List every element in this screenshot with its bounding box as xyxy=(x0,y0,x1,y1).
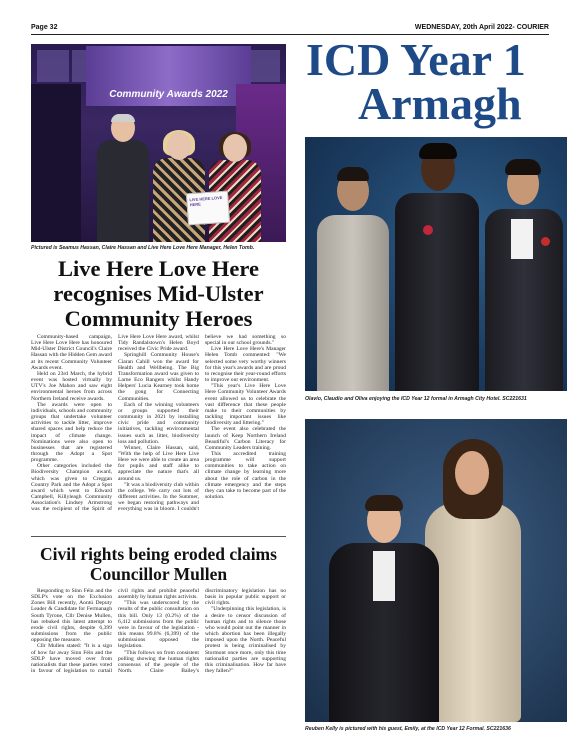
formal-photo-couple-caption: Reuben Kelly is pictured with his guest, Emily, at the ICD Year 12 Formal. SC221636 xyxy=(305,726,511,732)
formal-photo-trio-caption: Olavio, Claudio and Oliva enjoying the ICD Year 12 formal in Armagh City Hotel. SC221631 xyxy=(305,396,527,402)
awards-banner-text: Community Awards 2022 xyxy=(109,89,228,100)
article-paragraph: "It was a biodiversity club within the college. We carry out lots of different activities. In the Summer, we began restoring pathways and everything was in bloom. I couldn't believe we had something so special in our school grounds." xyxy=(118,334,286,513)
article2-body xyxy=(31,588,286,723)
person-seamus xyxy=(93,114,153,242)
person-helen xyxy=(205,134,265,242)
student-reuben xyxy=(323,495,443,722)
article-paragraph: Other categories included the Biodiversity Champion award, which was given to Creggan Country Park and the Adopt a Spot award which went to Edward Campbell, Killyleagh Community Association's Lindsey Armstrong was the recipient of the Spirit of Live Here Love Here award, whilst Tidy Randalstown's Helen Boyd received the Civic Pride award. xyxy=(31,334,199,513)
awards-photo xyxy=(31,44,286,242)
article-paragraph: "Underpinning this legislation, is a desire to censor discussion of human rights and to silence those who would point out the manner in which abortion has been illegally imposed upon the North. Peaceful protest is being criminalised by Stormont once more, only this time nationalist parties are supporting this criminalisation. How far have they fallen?" xyxy=(205,606,286,675)
title-line-2: Armagh xyxy=(358,78,522,129)
article-paragraph: Each of the winning volunteers or groups supported their community in 2021 by installing civic pride and community initiatives, tackling environmental issues such as litter, biodiversity loss and pollution. xyxy=(118,401,199,445)
title-line-1: ICD Year 1 xyxy=(306,34,526,85)
article-paragraph: Winner, Claire Hassan, said, "With the help of Live Here Live Here we were able to create an area for pupils and staff alike to appreciate the nature that's all around us. xyxy=(118,444,199,482)
formal-section-title xyxy=(306,34,580,129)
article-paragraph: Community-based campaign, Live Here Love Here has honoured Mid-Ulster District Council's Claire Hassan with the Hidden Gem award at its recent Community Volunteer Awards event. xyxy=(31,334,112,371)
article-paragraph: Responding to Sinn Féin and the SDLP's vote on the Exclusion Zones Bill recently, Aontú Deputy Leader & Candidate for Fermanagh South Tyrone, Cllr Denise Mullen, has rebuked this latest attempt to erode civil rights, despite 6,399 submissions from the public opposing the measure. xyxy=(31,588,112,644)
student-left xyxy=(313,171,393,391)
certificate-text: LIVE HERE LOVE HERE xyxy=(189,194,223,208)
formal-photo-trio xyxy=(305,137,567,391)
student-right xyxy=(481,163,567,391)
article-paragraph: The event also celebrated the launch of Keep Northern Ireland Beautiful's Carbon Literacy for Community Leaders training. xyxy=(205,426,286,451)
person-claire xyxy=(149,132,209,242)
backdrop-left xyxy=(31,84,81,242)
article-paragraph: "This year's Live Here Love Here Community Volunteer Awards event allowed us to celebrate the vast difference that these people make to their communities by tackling important issues like biodiversity and littering." xyxy=(205,383,286,427)
article-paragraph: This accredited training programme will support communities to take action on climate change by learning more about the role of carbon in the climate emergency and the steps they can take to become part of the solution. xyxy=(205,450,286,501)
article2-headline: Civil rights being eroded claims Councillor Mullen xyxy=(40,544,277,584)
article1-body xyxy=(31,334,286,530)
formal-photo-couple xyxy=(305,419,567,722)
article-paragraph: "This follows on from consistent polling showing the human rights consensus of the people of the North. Claire Bailey's discriminatory legislation has no basis in popular public support or civil rights. xyxy=(118,588,286,675)
awards-photo-caption: Pictured is Seamus Hassan, Claire Hassan and Live Here Love Here Manager, Helen Tomb. xyxy=(31,245,255,251)
article-paragraph: Cllr Mullen stated: "It is a sign of how far away Sinn Féin and the SDLP have moved over from nationalists that these parties voted in favour of legislation to curtail civil rights and prohibit peaceful assembly by human rights activists. xyxy=(31,588,199,675)
article1-headline: Live Here Love Here recognises Mid-Ulster Community Heroes xyxy=(53,256,264,331)
awards-banner xyxy=(86,46,251,106)
article-paragraph: The awards were open to individuals, schools and community groups that undertake volunteer activities to tackle litter, improve shared spaces and help reduce the impact of climate change. Nominations were also open to businesses that are registered through the Adopt a Spot programme. xyxy=(31,401,112,464)
article-paragraph: Held on 23rd March, the hybrid event was hosted virtually by UTV's Joe Mahon and saw eight environmental heroes from across Northern Ireland receive awards. xyxy=(31,370,112,402)
article-paragraph: "This was underscored by the results of the public consultation on this bill. Only 13 (0.2%) of the 6,412 submissions from the public were in favour of the legislation - this means 99.8% (6,399) of the submissions opposed the legislation. xyxy=(118,600,199,650)
award-certificate xyxy=(186,191,230,226)
student-centre xyxy=(391,143,483,391)
article-paragraph: Springhill Community House's Ciaran Cahill won the award for Health and Wellbeing. The Big Transformation award was given to Larne Eco Rangers whilst Handy Helpers' Lucia Kearney took home the gong for Connecting Communities. xyxy=(118,352,199,402)
article-separator xyxy=(31,536,286,537)
page-number: Page 32 xyxy=(31,24,58,31)
article-paragraph: Live Here Love Here's Manager Helen Tomb commented: "We selected some very worthy winners for this year's awards and are proud to recognise their year-round efforts to improve our environment. xyxy=(205,346,286,384)
issue-date: WEDNESDAY, 20th April 2022- COURIER xyxy=(414,24,549,31)
